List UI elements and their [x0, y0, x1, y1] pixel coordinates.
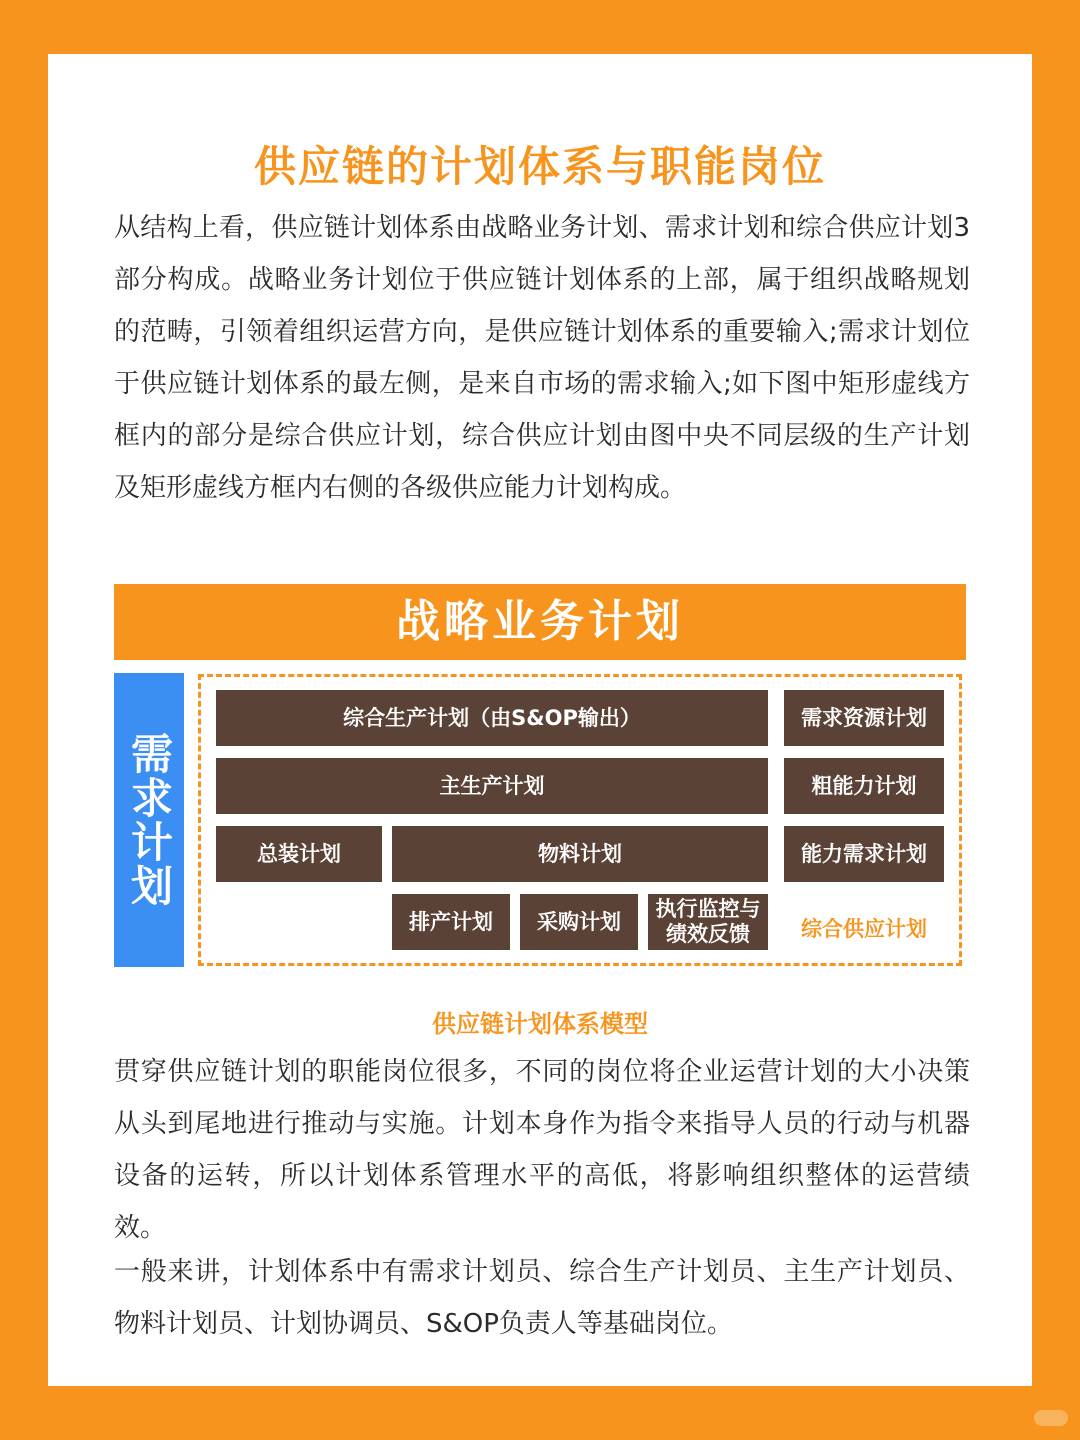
assembly-plan: 总装计划 [216, 826, 382, 882]
roles-paragraph: 贯穿供应链计划的职能岗位很多，不同的岗位将企业运营计划的大小决策从头到尾地进行推动与实施。计划本身作为指令来指导人员的行动与机器设备的运转，所以计划体系管理水平的高低，将影响组织整体的运营绩效。 [114, 1057, 970, 1243]
scheduling-plan: 排产计划 [392, 894, 510, 950]
diagram-caption: 供应链计划体系模型 [432, 1010, 648, 1038]
supply-plan-label: 综合供应计划 [801, 917, 927, 941]
demand-plan-bar: 需求计划 [114, 673, 184, 967]
strategy-plan-bar: 战略业务计划 [114, 584, 966, 660]
rough-capacity-plan: 粗能力计划 [784, 758, 944, 814]
intro-paragraph: 从结构上看，供应链计划体系由战略业务计划、需求计划和综合供应计划3部分构成。战略业务计划位于供应链计划体系的上部，属于组织战略规划的范畴，引领着组织运营方向，是供应链计划体系的重要输入;需求计划位于供应链计划体系的最左侧，是来自市场的需求输入;如下图中矩形虚线方框内的部分是综合供应计划，综合供应计划由图中央不同层级的生产计划及矩形虚线方框内右侧的各级供应能力计划构成。 [114, 213, 970, 503]
content-card [48, 54, 1032, 1386]
execution-monitoring: 执行监控与绩效反馈 [648, 894, 768, 950]
master-production-plan: 主生产计划 [216, 758, 768, 814]
watermark-badge [1034, 1410, 1068, 1426]
demand-resource-plan: 需求资源计划 [784, 690, 944, 746]
positions-paragraph: 一般来讲，计划体系中有需求计划员、综合生产计划员、主生产计划员、物料计划员、计划协调员、S&OP负责人等基础岗位。 [114, 1257, 970, 1339]
purchasing-plan: 采购计划 [520, 894, 638, 950]
aggregate-production-plan: 综合生产计划（由S&OP输出） [216, 690, 768, 746]
capacity-requirement-plan: 能力需求计划 [784, 826, 944, 882]
material-plan: 物料计划 [392, 826, 768, 882]
page-title: 供应链的计划体系与职能岗位 [253, 142, 826, 191]
